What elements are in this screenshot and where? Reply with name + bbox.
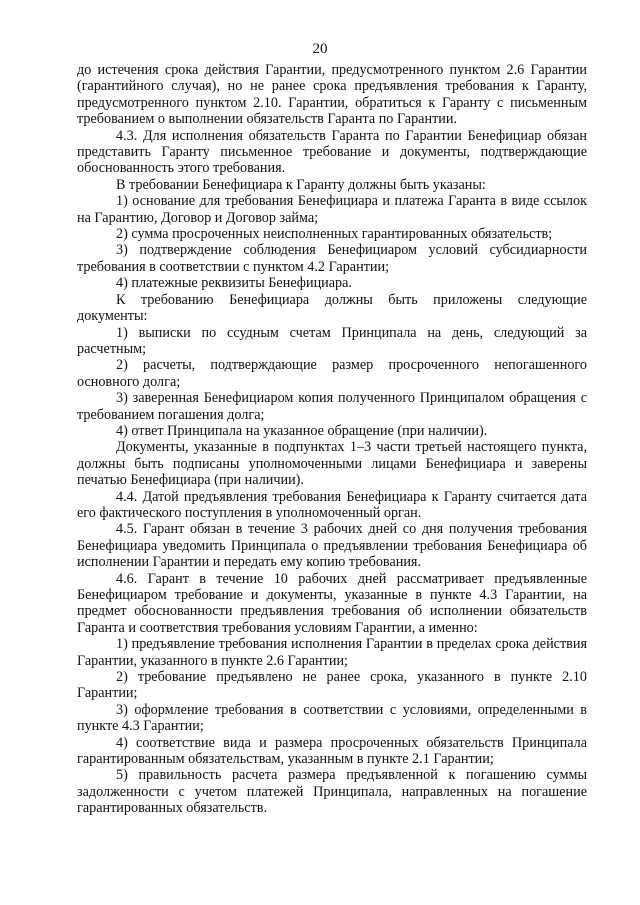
paragraph-clause-4-4: 4.4. Датой предъявления требования Бенефициара к Гаранту считается дата его фактического поступления в уполномоченный орган. bbox=[77, 488, 587, 521]
paragraph-documents-intro: К требованию Бенефициара должны быть приложены следующие документы: bbox=[77, 291, 587, 325]
paragraph-requirement-2: 2) сумма просроченных неисполненных гарантированных обязательств; bbox=[116, 226, 553, 243]
paragraph-document-1: 1) выписки по ссудным счетам Принципала на день, следующий за расчетным; bbox=[77, 324, 587, 357]
paragraph-check-2: 2) требование предъявлено не ранее срока, указанного в пункте 2.10 Гарантии; bbox=[77, 669, 587, 702]
paragraph-requirement-1: 1) основание для требования Бенефициара и платежа Гаранта в виде ссылок на Гарантию, Договор и Договор займа; bbox=[77, 193, 587, 226]
paragraph-check-5: 5) правильность расчета размера предъявленной к погашению суммы задолженности с учетом платежей Принципала, направленных на погашение гарантированных обязательств. bbox=[77, 767, 587, 817]
paragraph-document-2: 2) расчеты, подтверждающие размер просроченного непогашенного основного долга; bbox=[77, 357, 587, 390]
paragraph-document-3: 3) заверенная Бенефициаром копия полученного Принципалом обращения с требованием погашения долга; bbox=[77, 390, 587, 423]
paragraph-document-4: 4) ответ Принципала на указанное обращение (при наличии). bbox=[116, 422, 488, 439]
paragraph-documents-signing: Документы, указанные в подпунктах 1–3 части третьей настоящего пункта, должны быть подписаны уполномоченными лицами Бенефициара и заверены печатью Бенефициара (при наличии). bbox=[77, 439, 587, 489]
paragraph-cont-2-10: до истечения срока действия Гарантии, предусмотренного пунктом 2.6 Гарантии (гарантийного случая), но не ранее срока предъявления требования к Гаранту, предусмотренного пунктом 2.10. Гарантии, обратиться к Гаранту с письменным требованием о выполнении обязательств Гаранта по Гарантии. bbox=[77, 62, 587, 128]
paragraph-clause-4-6: 4.6. Гарант в течение 10 рабочих дней рассматривает предъявленные Бенефициаром требование и документы, указанные в пункте 4.3 Гарантии, на предмет обоснованности предъявления требования об исполнении обязательств Гаранта и соответствия требования условиям Гарантии, а именно: bbox=[77, 570, 587, 636]
paragraph-requirement-intro: В требовании Бенефициара к Гаранту должны быть указаны: bbox=[116, 176, 486, 193]
paragraph-check-1: 1) предъявление требования исполнения Гарантии в пределах срока действия Гарантии, указанного в пункте 2.6 Гарантии; bbox=[77, 636, 587, 669]
paragraph-clause-4-5: 4.5. Гарант обязан в течение 3 рабочих дней со дня получения требования Бенефициара уведомить Принципала о предъявлении требования Бенефициара об исполнении Гарантии и передать ему копию требования. bbox=[77, 521, 587, 571]
page-number: 20 bbox=[312, 41, 328, 57]
paragraph-clause-4-3: 4.3. Для исполнения обязательств Гаранта по Гарантии Бенефициар обязан представить Гаранту письменное требование и документы, подтверждающие обоснованность этого требования. bbox=[77, 127, 587, 177]
paragraph-requirement-3: 3) подтверждение соблюдения Бенефициаром условий субсидиарности требования в соответствии с пунктом 4.2 Гарантии; bbox=[77, 242, 587, 275]
paragraph-check-4: 4) соответствие вида и размера просроченных обязательств Принципала гарантированным обязательствам, указанным в пункте 2.1 Гарантии; bbox=[77, 734, 587, 768]
document-body bbox=[77, 62, 587, 817]
paragraph-check-3: 3) оформление требования в соответствии с условиями, определенными в пункте 4.3 Гарантии; bbox=[77, 701, 587, 735]
paragraph-requirement-4: 4) платежные реквизиты Бенефициара. bbox=[116, 275, 352, 292]
